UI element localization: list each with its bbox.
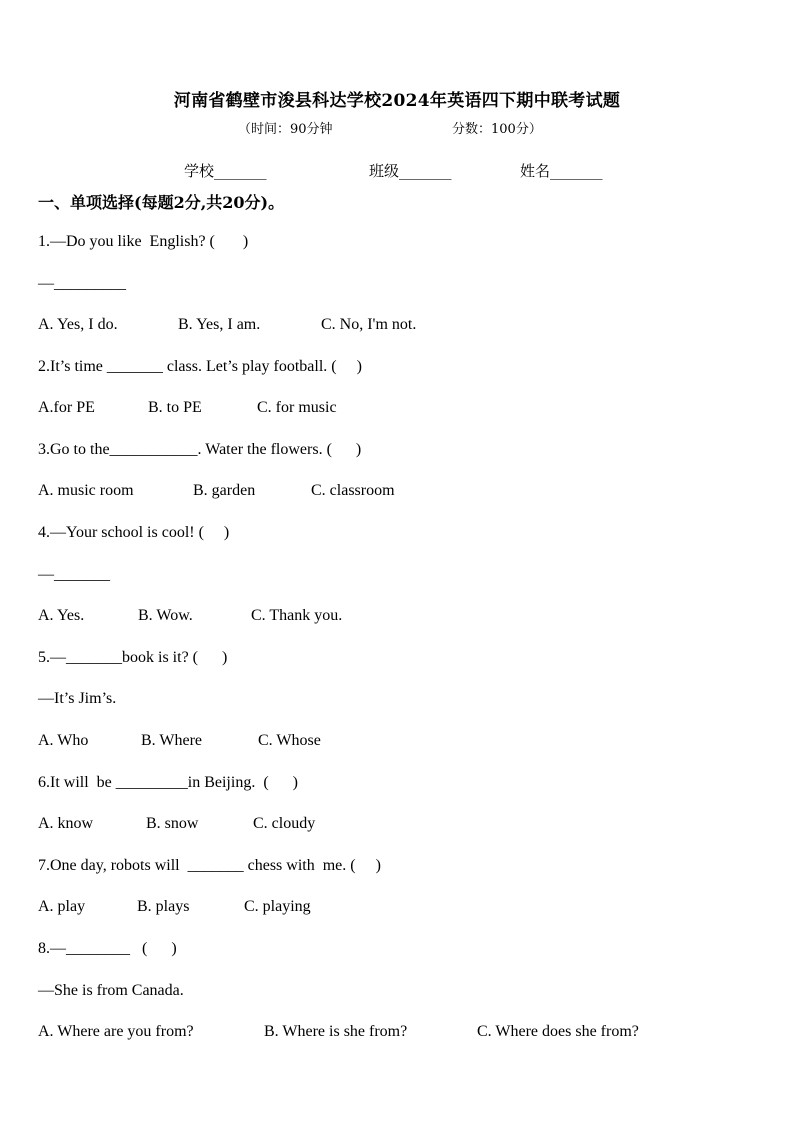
question-7-option-a: A. play: [38, 898, 86, 915]
question-6-option-b: B. snow: [146, 815, 199, 832]
question-4-answer-line: —_______: [38, 566, 110, 583]
question-3-option-b: B. garden: [193, 482, 256, 499]
school-field: 学校_______: [184, 162, 267, 180]
question-1-stem: 1.—Do you like English? ( ): [38, 233, 249, 250]
question-8-answer-line: —She is from Canada.: [38, 982, 184, 999]
exam-time: （时间：90分钟: [238, 122, 333, 137]
question-1-option-a: A. Yes, I do.: [38, 316, 118, 333]
question-5-option-a: A. Who: [38, 732, 89, 749]
class-field: 班级_______: [369, 162, 452, 180]
question-7-option-c: C. playing: [244, 898, 311, 915]
question-8-option-b: B. Where is she from?: [264, 1023, 408, 1040]
question-2-stem: 2.It’s time _______ class. Let’s play football. ( ): [38, 358, 362, 375]
question-3-stem: 3.Go to the___________. Water the flowers. ( ): [38, 441, 362, 458]
question-4-stem: 4.—Your school is cool! ( ): [38, 524, 230, 541]
question-8-option-a: A. Where are you from?: [38, 1023, 194, 1040]
question-8-option-c: C. Where does she from?: [477, 1023, 639, 1040]
question-2-option-c: C. for music: [257, 399, 337, 416]
question-3-option-a: A. music room: [38, 482, 134, 499]
question-7-stem: 7.One day, robots will _______ chess with me. ( ): [38, 857, 381, 874]
question-1-answer-line: —_________: [38, 275, 126, 292]
question-5-option-c: C. Whose: [258, 732, 321, 749]
question-4-option-c: C. Thank you.: [251, 607, 343, 624]
question-6-option-a: A. know: [38, 815, 94, 832]
question-4-option-b: B. Wow.: [138, 607, 193, 624]
question-2-option-a: A.for PE: [38, 399, 95, 416]
question-1-option-b: B. Yes, I am.: [178, 316, 261, 333]
question-3-option-c: C. classroom: [311, 482, 395, 499]
section-heading: 一、单项选择(每题2分,共20分)。: [38, 193, 285, 212]
question-8-stem: 8.—________ ( ): [38, 940, 177, 957]
question-6-stem: 6.It will be _________in Beijing. ( ): [38, 774, 298, 791]
question-4-option-a: A. Yes.: [38, 607, 85, 624]
question-5-answer-line: —It’s Jim’s.: [38, 690, 117, 707]
question-2-option-b: B. to PE: [148, 399, 202, 416]
question-5-stem: 5.—_______book is it? ( ): [38, 649, 228, 666]
question-1-option-c: C. No, I'm not.: [321, 316, 417, 333]
question-5-option-b: B. Where: [141, 732, 203, 749]
question-7-option-b: B. plays: [137, 898, 190, 915]
name-field: 姓名_______: [520, 162, 603, 180]
question-6-option-c: C. cloudy: [253, 815, 316, 832]
exam-score: 分数：100分）: [452, 122, 542, 137]
exam-title: 河南省鹤壁市浚县科达学校2024年英语四下期中联考试题: [173, 91, 621, 111]
